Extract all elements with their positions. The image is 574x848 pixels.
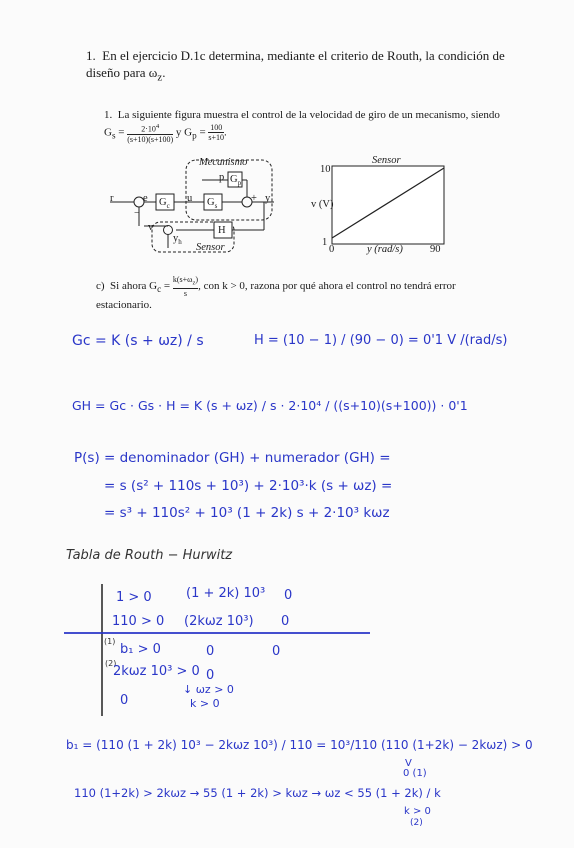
sensor-plot-title: Sensor: [372, 155, 401, 166]
label-h: H: [218, 225, 226, 236]
routh-r3-c1: b₁ > 0: [120, 642, 161, 657]
label-mecanismo: Mecanismo: [199, 157, 248, 168]
part-c-statement: c) Si ahora $G_c$ = $\frac{k(s+\omega_z)}{s}$ , con k > 0, razona por qué ahora el control no tendrá error estacionario.: [96, 275, 456, 311]
final-k-note: k > 0: [404, 806, 431, 817]
label-yh: $y_h$: [173, 233, 182, 247]
handwritten-final-line: 110 (1+2k) > 2kωz → 55 (1 + 2k) > kωz → ωz < 55 (1 + 2k) / k: [74, 786, 441, 800]
label-sensor: Sensor: [196, 242, 225, 253]
sensor-plot-ylabel: v (V): [311, 199, 334, 210]
sensor-plot-xlabel: y (rad/s): [367, 244, 403, 255]
label-r: r: [110, 193, 114, 204]
routh-table-title: Tabla de Routh − Hurwitz: [66, 548, 233, 563]
b1-sub-zero: 0 (1): [403, 768, 427, 779]
sensor-plot-frame: [332, 166, 444, 244]
routh-r2-c2: (2kωz 10³): [184, 614, 254, 629]
sensor-plot-y-bottom: 1: [322, 237, 328, 248]
routh-r2-c3: 0: [281, 614, 290, 629]
label-gp: $G_p$: [230, 174, 242, 188]
label-gc: $G_c$: [159, 197, 170, 211]
routh-r4-c1: 2kωz 10³ > 0: [113, 664, 200, 679]
handwritten-gh-line: GH = Gc · Gs · H = K (s + ωz) / s · 2·10⁴ / ((s+10)(s+100)) · 0'1: [72, 398, 468, 413]
final-mark: (2): [410, 818, 423, 828]
sensor-plot-x-right: 90: [430, 244, 441, 255]
label-e: e: [143, 193, 148, 204]
routh-r5-c1: 0: [120, 693, 129, 708]
sensor-plot-x-left: 0: [329, 244, 335, 255]
routh-r4-c2: 0: [206, 668, 215, 683]
handwritten-b1-line: b₁ = (110 (1 + 2k) 10³ − 2kωz 10³) / 110 = 10³/110 (110 (1+2k) − 2kωz) > 0: [66, 738, 533, 752]
routh-r2-c1: 110 > 0: [112, 614, 165, 629]
b1-sub-v: V: [405, 758, 412, 769]
handwritten-p-line-1: P(s) = denominador (GH) + numerador (GH) =: [74, 450, 391, 466]
problem-statement: 1. En el ejercicio D.1c determina, mediante el criterio de Routh, la condición de diseño para $\omega_z$.: [86, 48, 505, 84]
routh-r3-c3: 0: [272, 644, 281, 659]
routh-row3-mark: (1): [104, 637, 116, 646]
handwritten-h-line: H = (10 − 1) / (90 − 0) = 0'1 V /(rad/s): [254, 333, 508, 348]
routh-r1-c1: 1 > 0: [116, 590, 152, 605]
routh-table-lines: [60, 580, 380, 720]
label-minus-1: −: [134, 208, 140, 219]
routh-r3-c2: 0: [206, 644, 215, 659]
label-p: p: [219, 172, 225, 183]
subproblem-statement: 1. La siguiente figura muestra el control de la velocidad de giro de un mecanismo, siendo $G_s$ = $\frac{2\cdot 10^4}{(s+10)(s+100)}$ y $G_p$ = $\frac{100}{s+10}$ .: [104, 109, 500, 144]
label-y: y: [265, 193, 271, 204]
mecanismo-box: [186, 160, 272, 220]
label-v: v: [148, 222, 154, 233]
label-u: u: [187, 193, 193, 204]
handwritten-gc-line: Gc = K (s + ωz) / s: [72, 333, 204, 349]
routh-row4-mark: (2): [105, 659, 117, 668]
label-plus-2: +: [251, 193, 257, 204]
handwritten-p-line-3: = s³ + 110s² + 10³ (1 + 2k) s + 2·10³ kωz: [104, 505, 390, 521]
routh-r1-c2: (1 + 2k) 10³: [186, 586, 266, 601]
routh-k-note: k > 0: [190, 697, 220, 710]
label-gs: $G_s$: [207, 197, 218, 211]
routh-arrow-note: ↓ ωz > 0: [183, 683, 234, 696]
sensor-plot-y-top: 10: [320, 164, 331, 175]
routh-r1-c3: 0: [284, 588, 293, 603]
handwritten-p-line-2: = s (s² + 110s + 10³) + 2·10³·k (s + ωz) =: [104, 478, 393, 494]
summing-junction-3: [164, 226, 173, 235]
